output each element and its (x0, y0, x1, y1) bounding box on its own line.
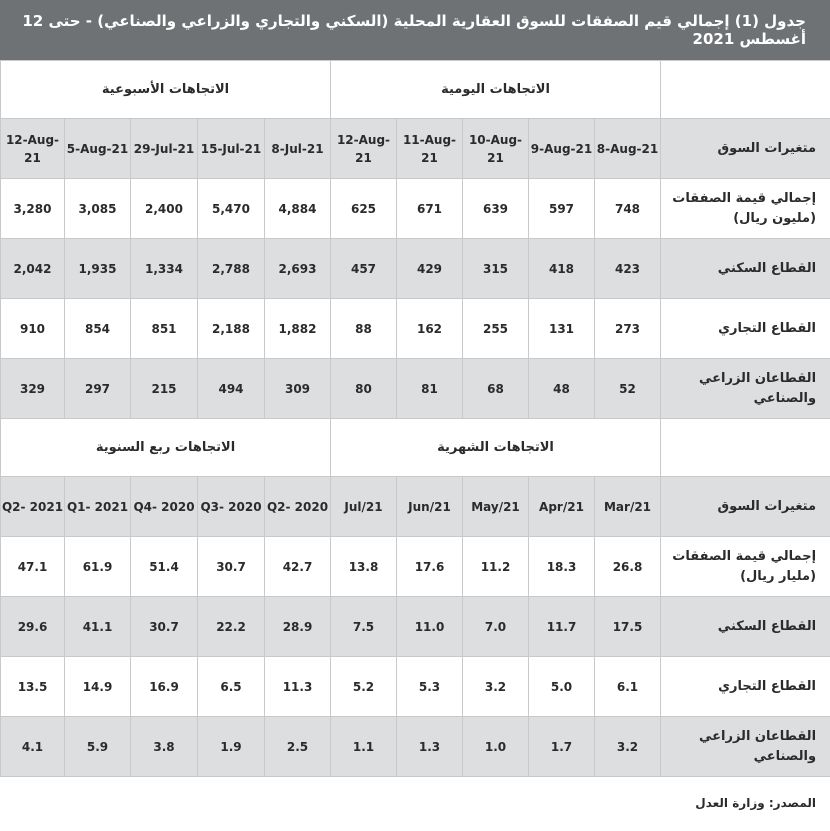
column-header: 5-Aug-21 (65, 119, 131, 179)
table-cell: 2,042 (1, 239, 65, 299)
table-cell: 16.9 (131, 657, 198, 717)
table-cell: 11.0 (397, 597, 463, 657)
column-header: 12-Aug-21 (331, 119, 397, 179)
row-label-header: متغيرات السوق (661, 477, 830, 537)
table-cell: 4.1 (1, 717, 65, 777)
table-cell: 5,470 (198, 179, 265, 239)
table-cell: 1.3 (397, 717, 463, 777)
table-cell: 423 (595, 239, 661, 299)
table-cell: 17.6 (397, 537, 463, 597)
table-cell: 273 (595, 299, 661, 359)
column-header: 8-Aug-21 (595, 119, 661, 179)
table-cell: 457 (331, 239, 397, 299)
source-note: المصدر: وزارة العدل (695, 796, 816, 810)
table-cell: 3,280 (1, 179, 65, 239)
row-label: القطاعان الزراعي والصناعي (661, 717, 830, 777)
table-cell: 52 (595, 359, 661, 419)
table-cell: 1,935 (65, 239, 131, 299)
column-header: Q3- 2020 (198, 477, 265, 537)
column-header: 9-Aug-21 (529, 119, 595, 179)
table-cell: 11.3 (265, 657, 331, 717)
table-cell: 1,882 (265, 299, 331, 359)
table-cell: 11.2 (463, 537, 529, 597)
row-label: إجمالي قيمة الصفقات (مليار ريال) (661, 537, 830, 597)
table-cell: 625 (331, 179, 397, 239)
table-cell: 315 (463, 239, 529, 299)
table-cell: 13.5 (1, 657, 65, 717)
table-cell: 42.7 (265, 537, 331, 597)
table-cell: 429 (397, 239, 463, 299)
column-header: Q1- 2021 (65, 477, 131, 537)
table-cell: 28.9 (265, 597, 331, 657)
table-cell: 2.5 (265, 717, 331, 777)
table-cell: 5.2 (331, 657, 397, 717)
table-cell: 2,188 (198, 299, 265, 359)
column-header: May/21 (463, 477, 529, 537)
table-cell: 11.7 (529, 597, 595, 657)
table-cell: 17.5 (595, 597, 661, 657)
table-cell: 2,693 (265, 239, 331, 299)
column-header: 8-Jul-21 (265, 119, 331, 179)
section-header-right: الاتجاهات الشهرية (331, 419, 661, 477)
table-cell: 1.1 (331, 717, 397, 777)
table-cell: 162 (397, 299, 463, 359)
table-cell: 13.8 (331, 537, 397, 597)
table-cell: 7.5 (331, 597, 397, 657)
table-cell: 22.2 (198, 597, 265, 657)
table-cell: 215 (131, 359, 198, 419)
table-cell: 30.7 (198, 537, 265, 597)
table-cell: 68 (463, 359, 529, 419)
section-header-empty (661, 61, 830, 119)
column-header: Q4- 2020 (131, 477, 198, 537)
column-header: 29-Jul-21 (131, 119, 198, 179)
table-cell: 3.2 (595, 717, 661, 777)
table-cell: 255 (463, 299, 529, 359)
column-header: 10-Aug-21 (463, 119, 529, 179)
table-cell: 61.9 (65, 537, 131, 597)
table-cell: 2,788 (198, 239, 265, 299)
table-cell: 597 (529, 179, 595, 239)
row-label: القطاع السكني (661, 239, 830, 299)
table-cell: 51.4 (131, 537, 198, 597)
column-header: Apr/21 (529, 477, 595, 537)
table-cell: 854 (65, 299, 131, 359)
table-cell: 494 (198, 359, 265, 419)
table-cell: 748 (595, 179, 661, 239)
table-title: جدول (1) إجمالي قيم الصفقات للسوق العقارية المحلية (السكني والتجاري والزراعي والصناعي) - حتى 12 أغسطس 2021 (0, 0, 830, 60)
row-label: القطاع التجاري (661, 657, 830, 717)
table-cell: 910 (1, 299, 65, 359)
row-label: القطاعان الزراعي والصناعي (661, 359, 830, 419)
table-cell: 1.0 (463, 717, 529, 777)
table-cell: 851 (131, 299, 198, 359)
section-header-left: الاتجاهات الأسبوعية (1, 61, 331, 119)
table-cell: 81 (397, 359, 463, 419)
column-header: Jun/21 (397, 477, 463, 537)
section-header-empty (661, 419, 830, 477)
table-cell: 1,334 (131, 239, 198, 299)
table-cell: 1.7 (529, 717, 595, 777)
column-header: Mar/21 (595, 477, 661, 537)
table-cell: 26.8 (595, 537, 661, 597)
table-cell: 1.9 (198, 717, 265, 777)
table-cell: 47.1 (1, 537, 65, 597)
table-cell: 3.2 (463, 657, 529, 717)
row-label: إجمالي قيمة الصفقات (مليون ريال) (661, 179, 830, 239)
table-cell: 4,884 (265, 179, 331, 239)
table-cell: 418 (529, 239, 595, 299)
table-cell: 3.8 (131, 717, 198, 777)
table-cell: 671 (397, 179, 463, 239)
table-cell: 5.3 (397, 657, 463, 717)
table-cell: 5.0 (529, 657, 595, 717)
table-cell: 18.3 (529, 537, 595, 597)
table-cell: 6.5 (198, 657, 265, 717)
column-header: 15-Jul-21 (198, 119, 265, 179)
column-header: 12-Aug-21 (1, 119, 65, 179)
table-cell: 41.1 (65, 597, 131, 657)
table-cell: 30.7 (131, 597, 198, 657)
table-cell: 5.9 (65, 717, 131, 777)
table-cell: 131 (529, 299, 595, 359)
data-table (0, 60, 830, 777)
column-header: Q2- 2020 (265, 477, 331, 537)
table-cell: 48 (529, 359, 595, 419)
row-label: القطاع السكني (661, 597, 830, 657)
table-cell: 6.1 (595, 657, 661, 717)
column-header: Q2- 2021 (1, 477, 65, 537)
table-cell: 88 (331, 299, 397, 359)
table-cell: 309 (265, 359, 331, 419)
table-cell: 14.9 (65, 657, 131, 717)
row-label: القطاع التجاري (661, 299, 830, 359)
table-cell: 297 (65, 359, 131, 419)
section-header-left: الاتجاهات ربع السنوية (1, 419, 331, 477)
table-cell: 329 (1, 359, 65, 419)
table-cell: 80 (331, 359, 397, 419)
table-cell: 2,400 (131, 179, 198, 239)
table-cell: 7.0 (463, 597, 529, 657)
row-label-header: متغيرات السوق (661, 119, 830, 179)
table-cell: 29.6 (1, 597, 65, 657)
column-header: 11-Aug-21 (397, 119, 463, 179)
section-header-right: الاتجاهات اليومية (331, 61, 661, 119)
table-cell: 639 (463, 179, 529, 239)
table-cell: 3,085 (65, 179, 131, 239)
column-header: Jul/21 (331, 477, 397, 537)
